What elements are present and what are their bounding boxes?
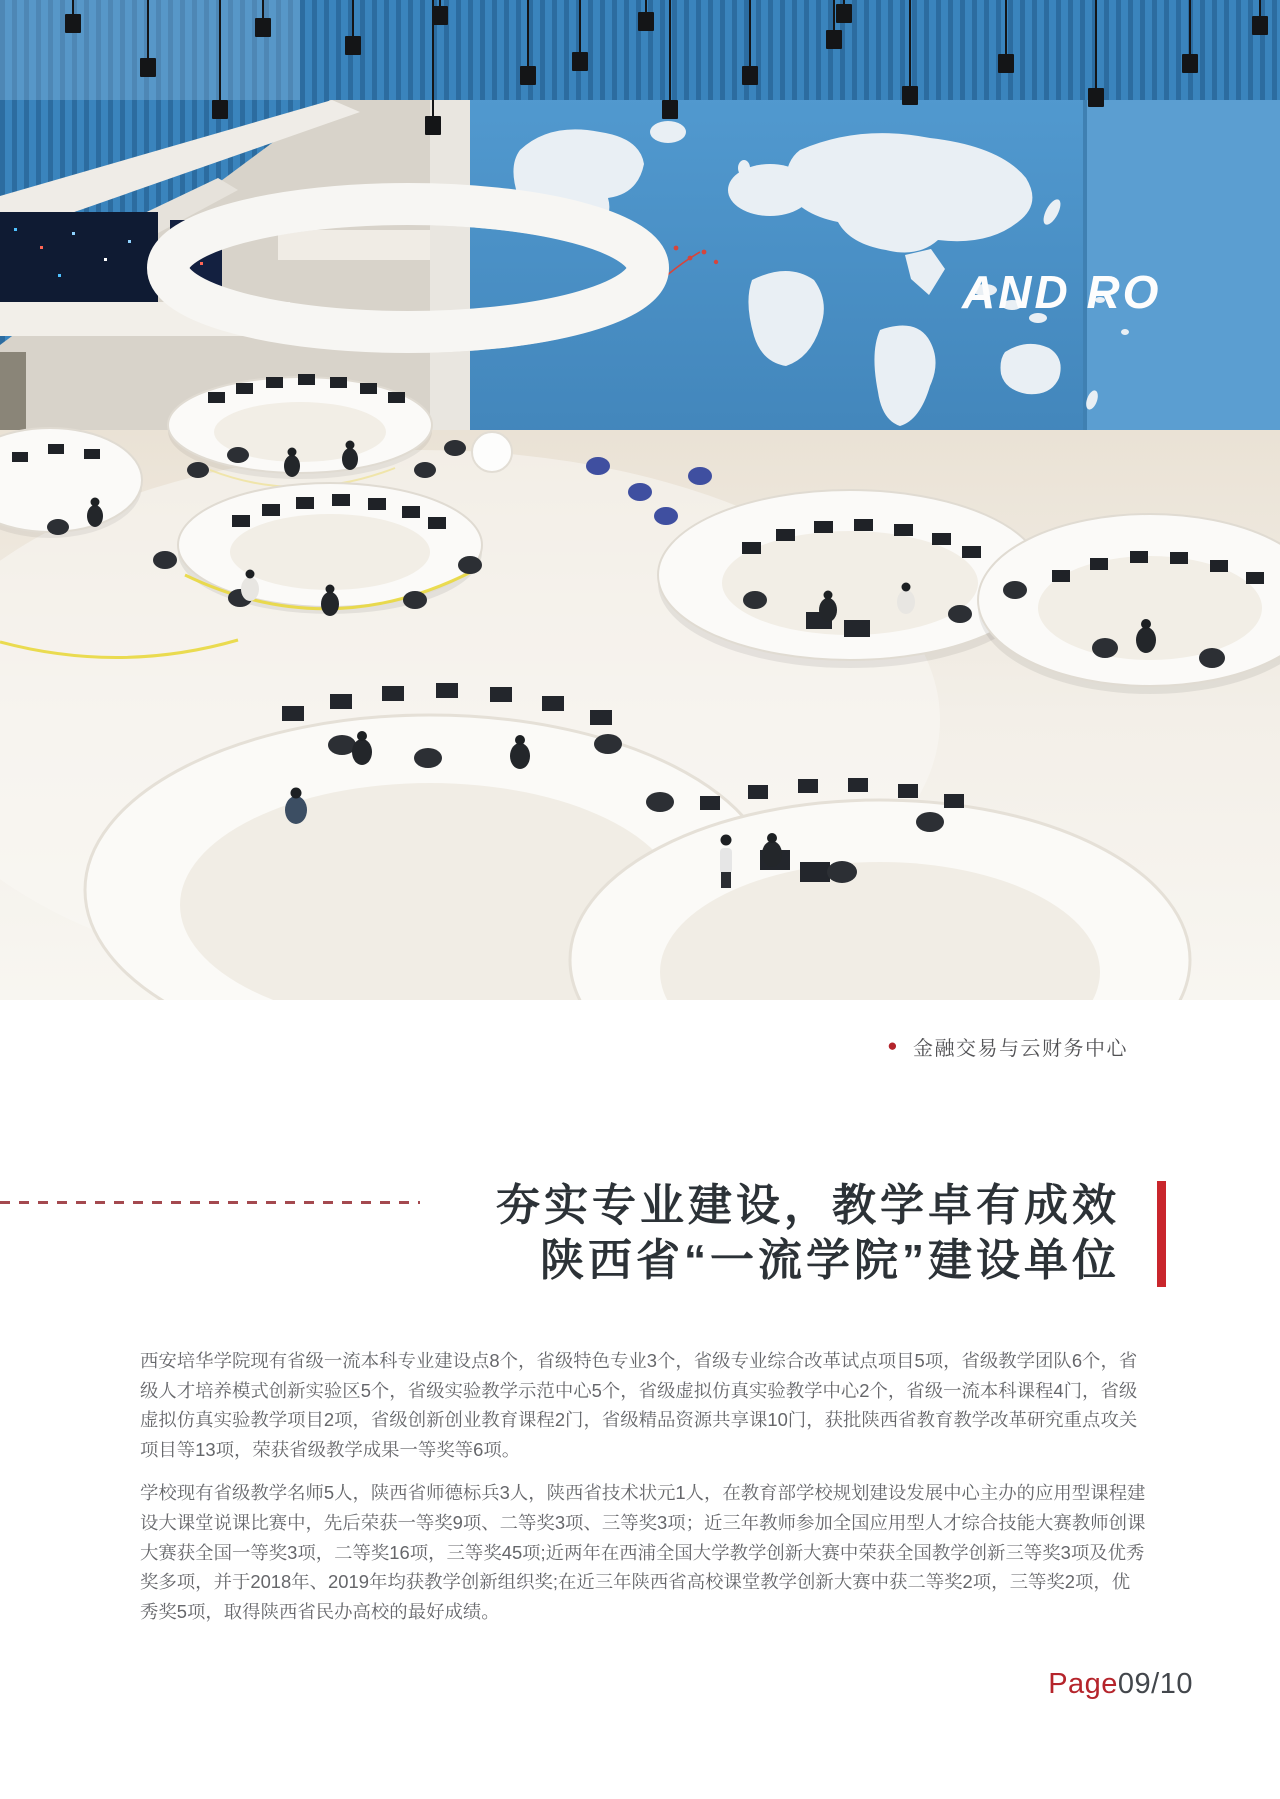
text-line: 虚拟仿真实验教学项目2项，省级创新创业教育课程2门，省级精品资源共享课10门，获批陕西省教育教学改革研究重点攻关 [140, 1409, 1138, 1431]
heading-line-2: 陕西省“一流学院”建设单位 [540, 1236, 1120, 1285]
text-line: 级人才培养模式创新实验区5个，省级实验教学示范中心5个，省级虚拟仿真实验教学中心2个，省级一流本科课程4门，省级 [140, 1379, 1138, 1401]
section-heading [496, 1178, 1120, 1288]
body-text [140, 1346, 1146, 1640]
red-dot-icon: ● [887, 1036, 899, 1055]
text-line: 秀奖5项，取得陕西省民办高校的最好成绩。 [140, 1600, 500, 1622]
text-line: 学校现有省级教学名师5人，陕西省师德标兵3人，陕西省技术状元1人，在教育部学校规划建设发展中心主办的应用型课程建 [140, 1482, 1146, 1504]
photo-caption-text: 金融交易与云财务中心 [913, 1037, 1128, 1060]
decor-dashed-line [0, 1201, 420, 1204]
paragraph-1 [140, 1346, 1138, 1464]
page-label: Page [1048, 1668, 1118, 1700]
page-value: 09/10 [1117, 1668, 1193, 1700]
text-line: 设大课堂说课比赛中，先后荣获一等奖9项、二等奖3项、三等奖3项；近三年教师参加全国应用型人才综合技能大赛教师创课 [140, 1511, 1146, 1533]
page-number [1048, 1668, 1193, 1701]
photo-caption [887, 1033, 1128, 1059]
wall-slogan-text: AND RO [962, 266, 1162, 318]
text-line: 奖多项，并于2018年、2019年均获教学创新组织奖;在近三年陕西省高校课堂教学创新大赛中获二等奖2项，三等奖2项，优 [140, 1571, 1131, 1593]
heading-line-1: 夯实专业建设，教学卓有成效 [496, 1181, 1120, 1230]
text-line: 大赛获全国一等奖3项，二等奖16项，三等奖45项;近两年在西浦全国大学教学创新大赛中荣获全国教学创新三等奖3项及优秀 [140, 1541, 1145, 1563]
text-line: 西安培华学院现有省级一流本科专业建设点8个，省级特色专业3个，省级专业综合改革试点项目5项，省级教学团队6个，省 [140, 1350, 1138, 1371]
paragraph-2 [140, 1478, 1146, 1626]
text-line: 项目等13项，荣获省级教学成果一等奖等6项。 [140, 1438, 521, 1460]
decor-red-bar [1157, 1181, 1166, 1287]
